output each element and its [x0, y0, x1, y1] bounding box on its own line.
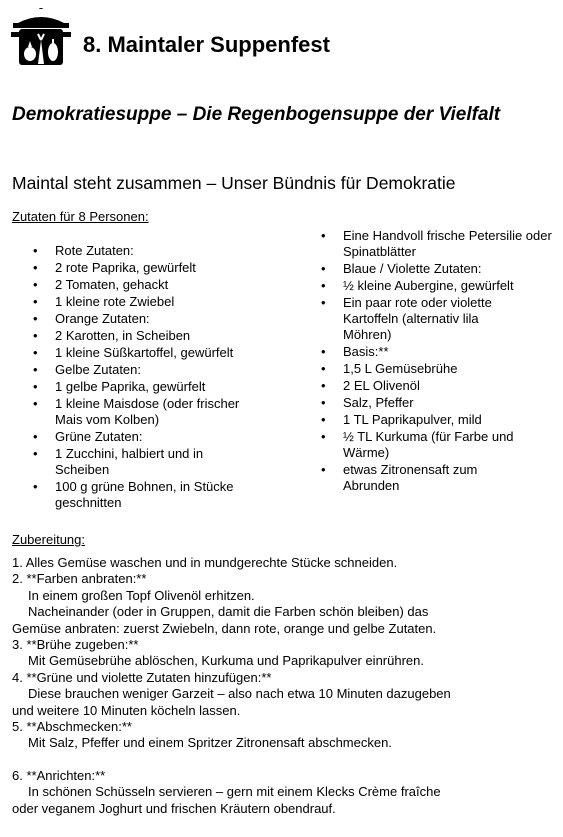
step-line: 6. **Anrichten:**: [12, 767, 106, 783]
ingredient-item: • 2 rote Paprika, gewürfelt: [32, 260, 272, 276]
ingredient-item: • 100 g grüne Bohnen, in Stücke geschnitten: [32, 479, 245, 511]
step-line: und weitere 10 Minuten köcheln lassen.: [12, 702, 241, 718]
tagline: Maintal steht zusammen – Unser Bündnis für Demokratie: [12, 173, 456, 193]
step-line: 2. **Farben anbraten:**: [12, 571, 147, 587]
soup-pot-logo-icon: [10, 8, 72, 66]
step-line: Nacheinander (oder in Gruppen, damit die Farben schön bleiben) das: [28, 604, 429, 620]
ingredient-item: • 1 kleine rote Zwiebel: [32, 294, 272, 310]
step-line: Gemüse anbraten: zuerst Zwiebeln, dann rote, orange und gelbe Zutaten.: [12, 620, 437, 636]
ingredient-item: • Eine Handvoll frische Petersilie oder Spinatblätter: [320, 228, 555, 260]
ingredient-item: • Rote Zutaten:: [32, 243, 272, 259]
ingredient-item: • 1 Zucchini, halbiert und in Scheiben: [32, 446, 225, 478]
ingredient-item: • Blaue / Violette Zutaten:: [320, 261, 555, 277]
ingredient-item: • 1 kleine Maisdose (oder frischer Mais vom Kolben): [32, 396, 245, 428]
ingredient-item: • Gelbe Zutaten:: [32, 362, 272, 378]
ingredient-item: • 1 gelbe Paprika, gewürfelt: [32, 379, 272, 395]
ingredient-item: • ½ TL Kurkuma (für Farbe und Wärme): [320, 429, 543, 461]
ingredient-item: • 1,5 L Gemüsebrühe: [320, 361, 555, 377]
step-line: Mit Gemüsebrühe ablöschen, Kurkuma und Paprikapulver einrühren.: [28, 653, 424, 669]
ingredient-item: • 2 Tomaten, gehackt: [32, 277, 272, 293]
ingredient-item: • 1 kleine Süßkartoffel, gewürfelt: [32, 345, 272, 361]
ingredient-item: • Basis:**: [320, 344, 555, 360]
ingredients-heading: Zutaten für 8 Personen:: [12, 209, 149, 224]
ingredient-item: • Orange Zutaten:: [32, 311, 272, 327]
recipe-title: Demokratiesuppe – Die Regenbogensuppe der Vielfalt: [12, 104, 501, 125]
ingredient-item: • Salz, Pfeffer: [320, 395, 555, 411]
ingredient-item: • 2 Karotten, in Scheiben: [32, 328, 272, 344]
step-line: 5. **Abschmecken:**: [12, 719, 132, 735]
ingredient-item: • 1 TL Paprikapulver, mild: [320, 412, 555, 428]
step-line: 1. Alles Gemüse waschen und in mundgerechte Stücke schneiden.: [12, 555, 398, 570]
ingredient-item: • Grüne Zutaten:: [32, 429, 272, 445]
ingredient-item: • Ein paar rote oder violette Kartoffeln (alternativ lila Möhren): [320, 295, 508, 343]
step-line: Mit Salz, Pfeffer und einem Spritzer Zitronensaft abschmecken.: [28, 735, 392, 751]
step-line: oder veganem Joghurt und frischen Kräutern obendrauf.: [12, 800, 336, 816]
ingredient-item: • 2 EL Olivenöl: [320, 378, 555, 394]
step-line: In schönen Schüsseln servieren – gern mit einem Klecks Crème fraîche: [28, 784, 441, 800]
ingredient-item: • etwas Zitronensaft zum Abrunden: [320, 462, 508, 494]
step-line: 3. **Brühe zugeben:**: [12, 637, 139, 653]
ingredients-list-left: [32, 243, 272, 512]
page-title: 8. Maintaler Suppenfest: [83, 32, 330, 57]
step-line: Diese brauchen weniger Garzeit – also nach etwa 10 Minuten dazugeben: [28, 686, 451, 702]
step-line: In einem großen Topf Olivenöl erhitzen.: [28, 587, 255, 603]
ingredient-item: • ½ kleine Aubergine, gewürfelt: [320, 278, 555, 294]
step-line: 4. **Grüne und violette Zutaten hinzufügen:**: [12, 669, 272, 685]
ingredients-list-right: [320, 228, 555, 495]
spacer: [12, 752, 557, 768]
preparation-heading: Zubereitung:: [12, 532, 85, 547]
preparation-steps: [12, 555, 557, 817]
